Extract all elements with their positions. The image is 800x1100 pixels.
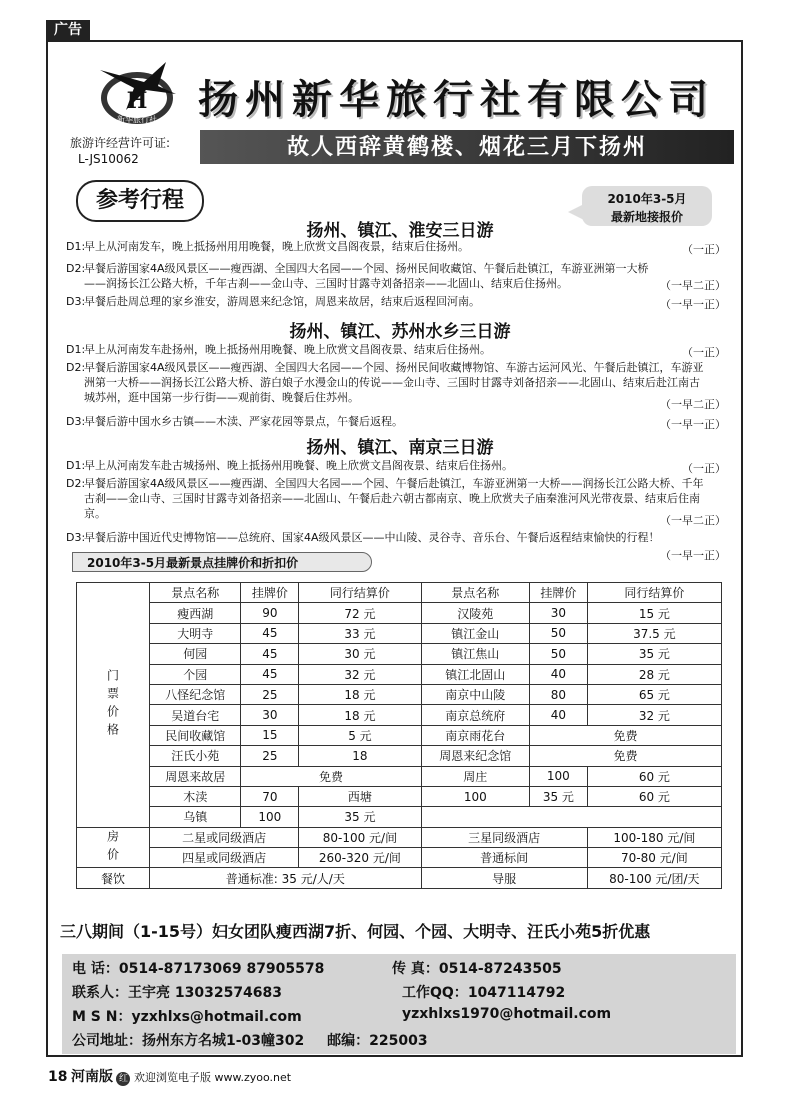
day-meals: （一早二正） [660,398,726,411]
cell: 80-100 元/团/天 [587,868,721,888]
cell: 个园 [150,664,241,684]
logo-letter: H [126,88,148,114]
phone-number: 0514-87173069 87905578 [118,961,325,977]
table-row [77,623,722,643]
cell: 汪氏小苑 [150,746,241,766]
tour-title: 扬州、镇江、苏州水乡三日游 [289,322,511,342]
contact-box [62,954,736,1054]
cell: 65 元 [587,684,721,704]
table-row [77,644,722,664]
day-text: 早餐后游国家4A级风景区——瘦西湖、全国四大名园——个园、午餐后赴镇江，车游亚洲第一大桥——润扬长江公路大桥、千年古刹——金山寺、三国时甘露寺刘备招亲——北固山、午餐后赴六朝古都南京、晚上欣赏夫子庙秦淮河风光带夜景、结束后住南京。 [84,477,704,520]
cell: 70 [241,786,299,806]
ad-label: 广告 [46,20,90,40]
cell: 18 [299,746,421,766]
cell: 周恩来故居 [150,766,241,786]
day-text: 早上从河南发车赴古城扬州、晚上抵扬州用晚餐、晚上欣赏文昌阁夜景、结束后住扬州。 [84,459,513,472]
cell: 镇江焦山 [421,644,529,664]
cell: 80-100 元/间 [299,827,421,847]
cell: 45 [241,623,299,643]
cell: 何园 [150,644,241,664]
day-meals: （一正） [682,346,726,359]
cell: 90 [241,603,299,623]
itinerary-day [66,530,726,545]
price-section-title: 2010年3-5月最新景点挂牌价和折扣价 [72,552,372,572]
ticket-side-label: 门票价格 [77,583,150,828]
cell: 木渎 [150,786,241,806]
cell: 30 [241,705,299,725]
itinerary-day [66,414,726,429]
qq-number: 1047114792 [467,985,566,1001]
day-label: D1: [66,240,86,253]
cell: 周庄 [421,766,529,786]
day-meals: （一早一正） [660,549,726,562]
cell: 免费 [241,766,421,786]
cell: 二星或同级酒店 [150,827,299,847]
day-label: D3: [66,531,86,544]
cell: 普通标准: 35 元/人/天 [150,868,422,888]
cell: 32 元 [299,664,421,684]
cell: 15 [241,725,299,745]
tour-title: 扬州、镇江、南京三日游 [306,438,494,458]
cell: 西塘 [299,786,421,806]
day-text: 早餐后游国家4A级风景区——瘦西湖、全国四大名园——个园、扬州民间收藏博物馆、车游古运河风光、午餐后赴镇江，车游亚洲第一大桥——润扬长江公路大桥、游白娘子水漫金山的传说——金山寺、三国时甘露寺刘备招亲——北固山、结束后赴江南古城苏州，逛中国第一步行街——观前街、晚餐后住苏州。 [84,361,704,404]
cell: 乌镇 [150,807,241,827]
header-cell: 同行结算价 [299,583,421,603]
table-row [77,786,722,806]
day-label: D1: [66,459,86,472]
edition-badge: 红 [116,1072,130,1086]
cell: 八怪纪念馆 [150,684,241,704]
cell: 免费 [530,746,722,766]
contact-person-label: 联系人： [72,985,128,1001]
price-note-line1: 2010年3-5月 [607,192,687,206]
cell: 60 元 [587,766,721,786]
cell: 40 [530,705,588,725]
header-cell: 挂牌价 [241,583,299,603]
table-row [77,766,722,786]
itinerary-day [66,261,666,291]
meal-row [77,868,722,888]
cell: 大明寺 [150,623,241,643]
table-row [77,684,722,704]
day-label: D2: [66,477,86,490]
contact-person: 王宇亮 13032574683 [128,985,283,1001]
table-row [77,746,722,766]
cell: 5 元 [299,725,421,745]
address-label: 公司地址： [72,1033,142,1049]
table-row [77,603,722,623]
table-row [77,725,722,745]
cell: 260-320 元/间 [299,848,421,868]
edition-label: 河南版 [70,1069,113,1085]
day-text: 早上从河南发车，晚上抵扬州用用晚餐，晚上欣赏文昌阁夜景，结束后住扬州。 [84,240,469,253]
cell: 50 [530,644,588,664]
cell: 普通标间 [421,848,587,868]
fax-label: 传 真： [392,961,439,977]
phone-label: 电 话： [72,961,119,977]
slogan-banner: 故人西辞黄鹤楼、烟花三月下扬州 [200,130,734,164]
cell: 50 [530,623,588,643]
msn-address: yzxhlxs@hotmail.com [131,1009,302,1025]
day-meals: （一正） [682,462,726,475]
cell: 60 元 [587,786,721,806]
cell: 18 元 [299,705,421,725]
msn-label: M S N： [72,1009,132,1025]
day-label: D3: [66,295,86,308]
page-number: 18 [48,1069,68,1085]
zip-label: 邮编： [327,1033,370,1049]
zip-code: 225003 [369,1033,428,1049]
hotel-row [77,848,722,868]
day-meals: （一早一正） [660,298,726,311]
cell: 72 元 [299,603,421,623]
hotel-side-label: 房价 [77,827,150,868]
cell: 100-180 元/间 [587,827,721,847]
cell: 35 元 [530,786,588,806]
cell: 汉陵苑 [421,603,529,623]
itinerary-day [66,476,706,521]
header-cell: 景点名称 [150,583,241,603]
cell: 镇江金山 [421,623,529,643]
cell: 70-80 元/间 [587,848,721,868]
cell: 28 元 [587,664,721,684]
day-text: 早餐后游中国近代史博物馆——总统府、国家4A级风景区——中山陵、灵谷寺、音乐台、午餐后返程结束愉快的行程！ [84,531,660,544]
cell: 南京总统府 [421,705,529,725]
day-label: D2: [66,262,86,275]
meal-side-label: 餐饮 [77,868,150,888]
table-row [77,705,722,725]
cell: 33 元 [299,623,421,643]
cell: 民间收藏馆 [150,725,241,745]
itinerary-day [66,239,726,254]
cell: 南京雨花台 [421,725,529,745]
page-footer [48,1066,291,1086]
table-header-row [77,583,722,603]
license-label: 旅游许经营许可证: [70,136,171,150]
day-text: 早餐后游国家4A级风景区——瘦西湖、全国四大名园——个园、扬州民间收藏馆、午餐后赴镇江，车游亚洲第一大桥——润扬长江公路大桥，千年古刹——金山寺、三国时甘露寺刘备招亲——北固山、结束后住扬州。 [84,262,649,290]
itinerary-day [66,458,726,473]
cell: 四星或同级酒店 [150,848,299,868]
footer-text: 欢迎浏览电子版 www.zyoo.net [133,1071,292,1084]
price-note-line2: 最新地接报价 [610,210,683,224]
cell: 45 [241,644,299,664]
cell: 瘦西湖 [150,603,241,623]
day-label: D3: [66,415,86,428]
header-cell: 挂牌价 [530,583,588,603]
cell: 25 [241,746,299,766]
cell: 导服 [421,868,587,888]
day-text: 早餐后赴周总理的家乡淮安，游周恩来纪念馆，周恩来故居，结束后返程回河南。 [84,295,480,308]
cell [421,807,721,827]
cell: 吴道台宅 [150,705,241,725]
cell: 37.5 元 [587,623,721,643]
day-text: 早餐后游中国水乡古镇——木渎、严家花园等景点，午餐后返程。 [84,415,403,428]
cell: 32 元 [587,705,721,725]
section-title: 参考行程 [76,180,204,222]
day-label: D2: [66,361,86,374]
cell: 45 [241,664,299,684]
cell: 30 元 [299,644,421,664]
cell: 镇江北固山 [421,664,529,684]
price-table [76,582,722,889]
qq-label: 工作QQ： [402,985,468,1001]
header-cell: 景点名称 [421,583,529,603]
day-meals: （一早二正） [660,514,726,527]
cell: 100 [530,766,588,786]
cell: 100 [421,786,529,806]
cell: 100 [241,807,299,827]
promo-banner: 三八期间（1-15号）妇女团队瘦西湖7折、何园、个园、大明寺、汪氏小苑5折优惠 [60,922,651,941]
itinerary-day [66,294,726,309]
day-text: 早上从河南发车赴扬州，晚上抵扬州用晚餐、晚上欣赏文昌阁夜景、结束后住扬州。 [84,343,491,356]
day-meals: （一正） [682,243,726,256]
table-row [77,664,722,684]
logo-caption: 新华旅行社 [117,115,157,124]
cell: 80 [530,684,588,704]
tour-title: 扬州、镇江、淮安三日游 [306,221,494,241]
address: 扬州东方名城1-03幢302 [142,1033,305,1049]
cell: 南京中山陵 [421,684,529,704]
cell: 25 [241,684,299,704]
cell: 35 元 [299,807,421,827]
table-row [77,807,722,827]
day-label: D1: [66,343,86,356]
fax-number: 0514-87243505 [438,961,562,977]
cell: 40 [530,664,588,684]
cell: 周恩来纪念馆 [421,746,529,766]
cell: 15 元 [587,603,721,623]
company-logo [96,60,178,126]
itinerary-day [66,360,706,405]
hotel-row [77,827,722,847]
company-name: 扬州新华旅行社有限公司 [198,76,715,123]
cell: 三星同级酒店 [421,827,587,847]
msn-address-2: yzxhlxs1970@hotmail.com [402,1006,612,1022]
header-cell: 同行结算价 [587,583,721,603]
cell: 免费 [530,725,722,745]
cell: 18 元 [299,684,421,704]
day-meals: （一早一正） [660,418,726,431]
cell: 30 [530,603,588,623]
cell: 35 元 [587,644,721,664]
day-meals: （一早二正） [660,279,726,292]
license-number: L-JS10062 [78,152,139,166]
itinerary-day [66,342,726,357]
